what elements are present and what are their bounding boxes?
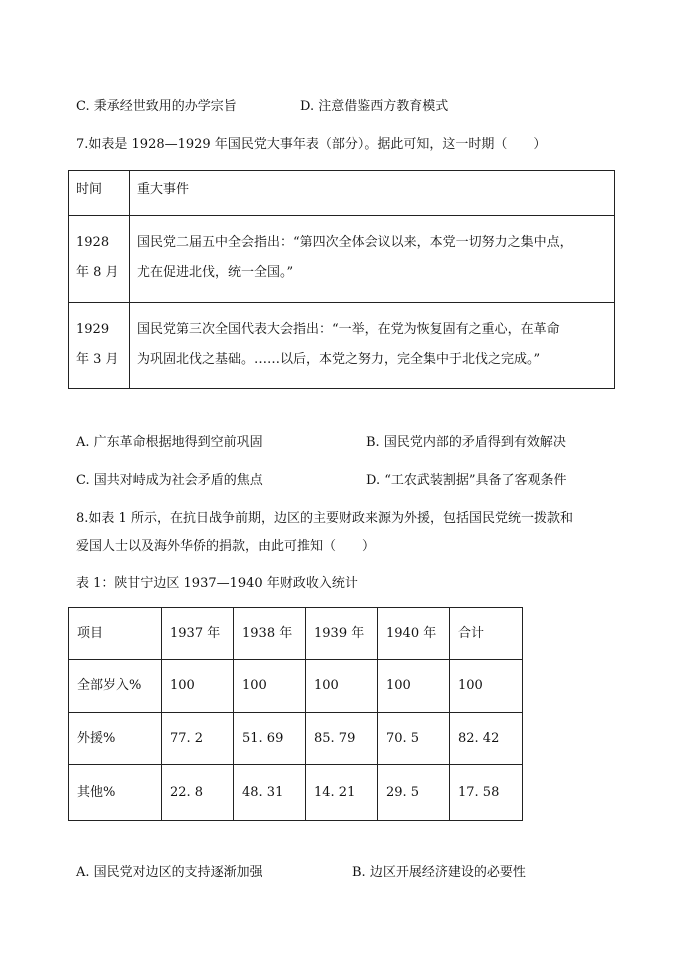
cell: 17. 58	[458, 784, 500, 800]
header-1940: 1940 年	[386, 625, 437, 641]
header-item: 项目	[77, 625, 104, 641]
row1-event-line2: 尤在促进北伐，统一全国。”	[137, 265, 294, 280]
cell: 其他%	[77, 784, 116, 800]
q8-stem-line1: 8.如表 1 所示，在抗日战争前期，边区的主要财政来源为外援，包括国民党统一拨款和	[76, 511, 573, 526]
q7-option-c: C. 国共对峙成为社会矛盾的焦点	[76, 473, 263, 488]
cell: 77. 2	[170, 730, 204, 746]
cell: 外援%	[77, 730, 116, 746]
q7-table	[68, 170, 615, 389]
header-1937: 1937 年	[170, 625, 221, 641]
cell: 85. 79	[314, 730, 356, 746]
q8-option-b: B. 边区开展经济建设的必要性	[352, 865, 526, 880]
table-row	[69, 713, 523, 765]
cell: 100	[314, 678, 339, 693]
q7-option-b: B. 国民党内部的矛盾得到有效解决	[366, 435, 566, 450]
table-row	[69, 660, 523, 713]
cell: 100	[458, 678, 483, 693]
q8-table	[68, 607, 523, 821]
cell: 82. 42	[458, 730, 500, 746]
row1-time-line2: 年 8 月	[76, 265, 119, 280]
header-time: 时间	[76, 182, 103, 197]
cell: 29. 5	[386, 784, 420, 800]
q8-stem-line2: 爱国人士以及海外华侨的捐款，由此可推知（ ）	[76, 539, 376, 554]
row1-time-line1: 1928	[76, 235, 110, 250]
cell: 100	[386, 678, 411, 693]
q6-option-c: C. 秉承经世致用的办学宗旨	[76, 99, 237, 114]
cell: 全部岁入%	[77, 678, 142, 693]
cell: 14. 21	[314, 784, 356, 800]
cell: 51. 69	[242, 730, 284, 746]
row2-event-line1: 国民党第三次全国代表大会指出：“一举，在党为恢复固有之重心，在革命	[137, 322, 560, 337]
row2-event-line2: 为巩固北伐之基础。……以后，本党之努力，完全集中于北伐之完成。”	[137, 352, 541, 367]
table-header-row	[69, 171, 615, 216]
cell: 22. 8	[170, 784, 204, 800]
cell: 48. 31	[242, 784, 284, 800]
q7-stem: 7.如表是 1928—1929 年国民党大事年表（部分）。据此可知，这一时期（ ）	[76, 137, 547, 152]
header-total: 合计	[458, 625, 485, 641]
q6-option-d: D. 注意借鉴西方教育模式	[300, 99, 449, 114]
q8-option-a: A. 国民党对边区的支持逐渐加强	[76, 865, 263, 880]
table-row	[69, 303, 615, 389]
header-1939: 1939 年	[314, 625, 365, 641]
cell: 100	[170, 678, 195, 693]
header-1938: 1938 年	[242, 625, 293, 641]
cell: 70. 5	[386, 730, 420, 746]
header-event: 重大事件	[137, 182, 190, 197]
table-header-row	[69, 608, 523, 660]
row2-time-line2: 年 3 月	[76, 352, 119, 367]
q8-table-title: 表 1：陕甘宁边区 1937—1940 年财政收入统计	[76, 576, 358, 591]
row1-event-line1: 国民党二届五中全会指出：“第四次全体会议以来，本党一切努力之集中点，	[137, 235, 573, 250]
table-row	[69, 765, 523, 821]
q7-option-d: D. “工农武装割据”具备了客观条件	[366, 473, 567, 488]
q7-option-a: A. 广东革命根据地得到空前巩固	[76, 435, 263, 450]
row2-time-line1: 1929	[76, 322, 110, 337]
table-row	[69, 216, 615, 303]
cell: 100	[242, 678, 267, 693]
